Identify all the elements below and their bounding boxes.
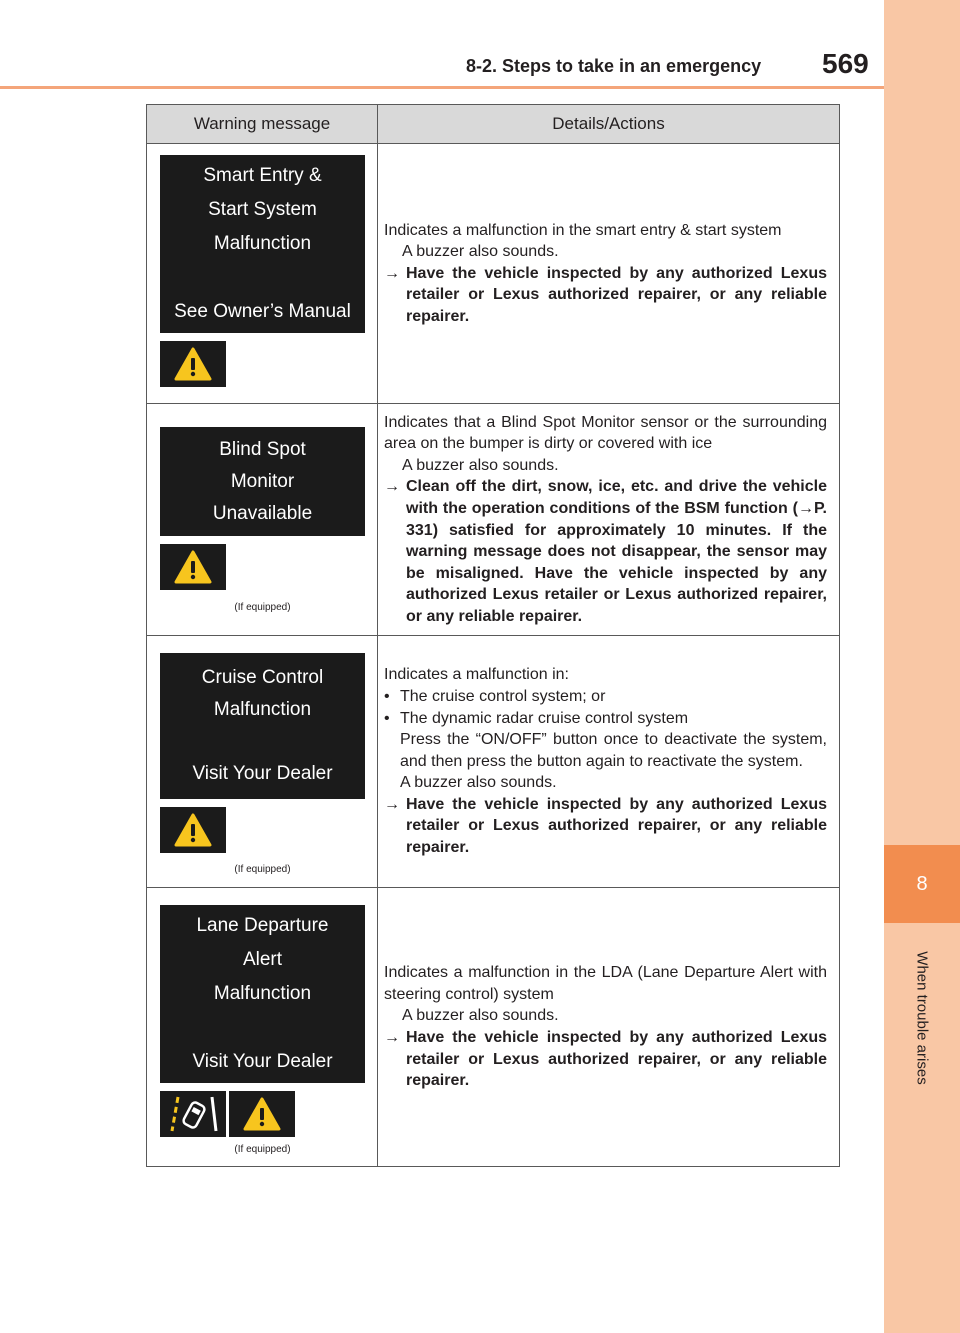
header-warning-message: Warning message — [147, 105, 378, 143]
action-text: Have the vehicle inspected by any authorized Lexus retailer or Lexus authorized repairer, or any reliable repairer. — [406, 1029, 827, 1090]
arrow-icon: → — [384, 264, 400, 282]
action-text: Have the vehicle inspected by any authorized Lexus retailer or Lexus authorized repairer, or any reliable repairer. — [406, 795, 827, 857]
warning-message-table — [146, 104, 840, 1167]
details-intro: Indicates that a Blind Spot Monitor sensor or the surrounding area on the bumper is dirty or covered with ice — [384, 413, 827, 453]
action-item — [384, 794, 827, 859]
bullet-text: The dynamic radar cruise control system — [400, 709, 689, 727]
warning-message-cell — [147, 888, 378, 1166]
table-row — [147, 404, 839, 636]
bullet-text: The cruise control system; or — [400, 687, 606, 705]
table-header-row — [147, 105, 839, 144]
action-item — [384, 263, 827, 328]
screen-line: See Owner’s Manual — [174, 301, 351, 322]
display-screen — [160, 155, 365, 333]
chapter-side-tab — [884, 0, 960, 1333]
screen-line: Malfunction — [213, 699, 312, 720]
details-intro: Indicates a malfunction in the LDA (Lane Departure Alert with steering control) system — [384, 964, 827, 1003]
bullet-icon: • — [384, 687, 390, 705]
arrow-icon: → — [384, 478, 400, 496]
details-cell — [378, 888, 839, 1166]
screen-line: Blind Spot — [219, 438, 306, 460]
screen-line: Monitor — [230, 470, 295, 492]
details-cell — [378, 636, 839, 887]
list-item — [384, 686, 827, 708]
screen-line: Visit Your Dealer — [192, 763, 333, 784]
screen-line: Cruise Control — [201, 667, 324, 688]
warning-message-cell — [147, 144, 378, 403]
buzzer-note: A buzzer also sounds. — [402, 243, 559, 261]
arrow-icon: → — [384, 795, 400, 813]
page-number: 569 — [822, 48, 869, 79]
if-equipped-note: (If equipped) — [234, 1144, 291, 1155]
screen-line: Lane Departure — [196, 915, 329, 936]
action-item — [384, 476, 827, 627]
list-item — [384, 708, 827, 730]
header-rule — [0, 86, 884, 89]
screen-line: Unavailable — [212, 502, 313, 524]
warning-triangle-icon — [160, 544, 226, 590]
action-text: Have the vehicle inspected by any authorized Lexus retailer or Lexus authorized repairer, or any reliable repairer. — [406, 264, 827, 325]
warning-triangle-icon — [160, 807, 226, 853]
if-equipped-note: (If equipped) — [234, 602, 291, 613]
display-screen — [160, 653, 365, 799]
details-extra: Press the “ON/OFF” button once to deactivate the system, and then press the button again to reactivate the system. — [400, 731, 827, 770]
arrow-icon: → — [384, 1029, 400, 1046]
buzzer-note: A buzzer also sounds. — [402, 1007, 559, 1025]
section-title: 8-2. Steps to take in an emergency — [466, 56, 762, 76]
action-item — [384, 1027, 827, 1092]
screen-line: Malfunction — [213, 233, 312, 254]
buzzer-note: A buzzer also sounds. — [400, 774, 557, 792]
buzzer-note: A buzzer also sounds. — [402, 456, 559, 474]
screen-line: Start System — [208, 199, 317, 220]
display-screen — [160, 427, 365, 536]
details-cell — [378, 144, 839, 403]
header-details-actions: Details/Actions — [552, 114, 665, 133]
details-intro: Indicates a malfunction in: — [384, 666, 569, 684]
details-cell — [378, 404, 839, 635]
details-intro: Indicates a malfunction in the smart entry & start system — [384, 221, 782, 239]
bullet-icon: • — [384, 709, 390, 727]
warning-message-cell — [147, 404, 378, 635]
table-row — [147, 144, 839, 404]
warning-triangle-icon — [160, 341, 226, 387]
display-screen — [160, 905, 365, 1083]
table-row — [147, 636, 839, 888]
screen-line: Smart Entry & — [203, 165, 322, 186]
table-row — [147, 888, 839, 1166]
chapter-number-tab[interactable]: 8 — [884, 845, 960, 923]
action-text: Clean off the dirt, snow, ice, etc. and drive the vehicle with the operation conditions of the BSM function (→P. 331) satisfied for approximately 10 minutes. If the warning message does not disappear, the sensor may be misaligned. Have the vehicle inspected by any authorized Lexus retailer or Lexus authorized repairer, or any reliable repairer. — [406, 478, 827, 625]
screen-line: Visit Your Dealer — [192, 1051, 333, 1072]
chapter-title: When trouble arises — [913, 951, 931, 1085]
warning-message-cell — [147, 636, 378, 887]
lane-departure-icon — [160, 1091, 226, 1137]
page-header — [0, 0, 884, 90]
if-equipped-note: (If equipped) — [234, 864, 291, 875]
warning-triangle-icon — [229, 1091, 295, 1137]
screen-line: Malfunction — [213, 983, 312, 1004]
screen-line: Alert — [242, 949, 283, 970]
